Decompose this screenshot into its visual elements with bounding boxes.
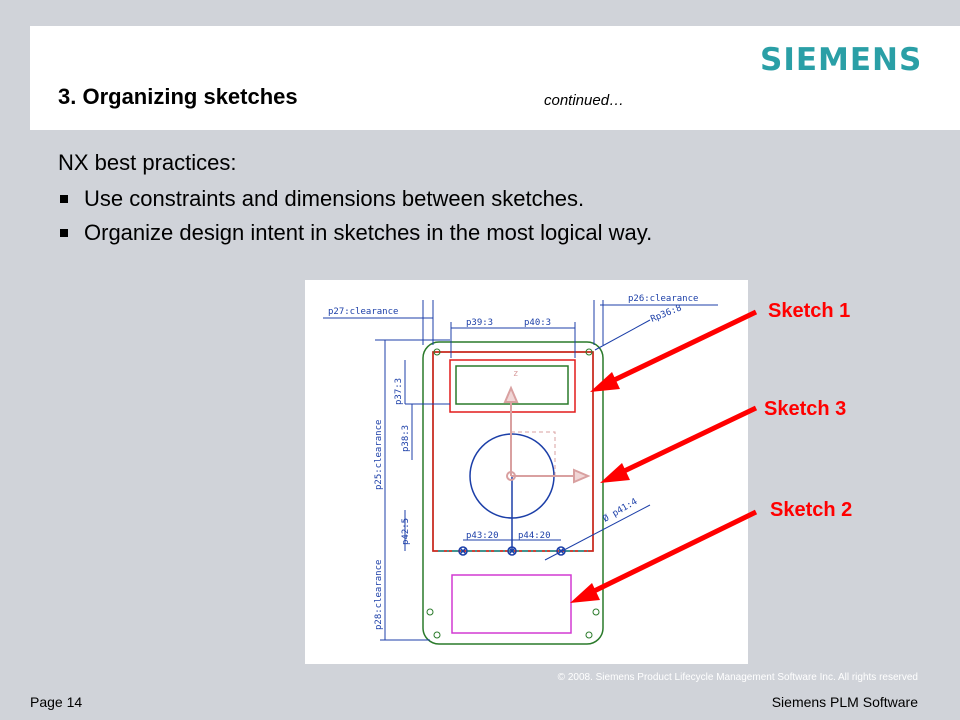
label-sketch1: Sketch 1: [768, 300, 851, 322]
dim-p40: p40:3: [524, 318, 552, 328]
page-number: Page 14: [30, 694, 83, 710]
arrow-head-sketch1: [590, 372, 620, 392]
dim-p27: p27:clearance: [328, 307, 399, 317]
bullet-text: Use constraints and dimensions between sketches.: [84, 186, 585, 211]
callout-arrows: [570, 312, 756, 603]
dim-p44: p44:20: [518, 531, 551, 541]
label-sketch2: Sketch 2: [770, 499, 853, 521]
dim-p26: p26:clearance: [628, 294, 699, 304]
axis-z-label: z: [513, 369, 519, 379]
dim-p28: p28:clearance: [374, 559, 384, 630]
dim-p38: p38:3: [401, 424, 411, 452]
dim-p42: p42:5: [401, 517, 411, 545]
dim-p25: p25:clearance: [374, 419, 384, 490]
page-subtitle: continued…: [544, 92, 625, 109]
dim-rp36: Rp36:8: [649, 303, 684, 325]
arrow-head-sketch2: [570, 583, 600, 603]
sketch3-geometry: [438, 434, 588, 555]
bullet-text: Organize design intent in sketches in the most logical way.: [84, 220, 653, 245]
arrow-head-sketch3: [600, 463, 630, 483]
intro-text: NX best practices:: [58, 150, 237, 175]
page-title: 3. Organizing sketches: [58, 84, 298, 109]
label-sketch3: Sketch 3: [764, 398, 847, 420]
dim-p37: p37:3: [394, 377, 404, 405]
copyright-notice: © 2008. Siemens Product Lifecycle Management Software Inc. All rights reserved: [557, 672, 918, 683]
dim-p43: p43:20: [466, 531, 499, 541]
dim-p39: p39:3: [466, 318, 494, 328]
company-name: Siemens PLM Software: [771, 694, 918, 710]
siemens-logo: SIEMENS: [760, 42, 923, 78]
sketch2-rectangle: [452, 575, 571, 633]
sketch1-geometry: [433, 352, 593, 551]
dim-p41: Ø p41:4: [601, 496, 640, 525]
